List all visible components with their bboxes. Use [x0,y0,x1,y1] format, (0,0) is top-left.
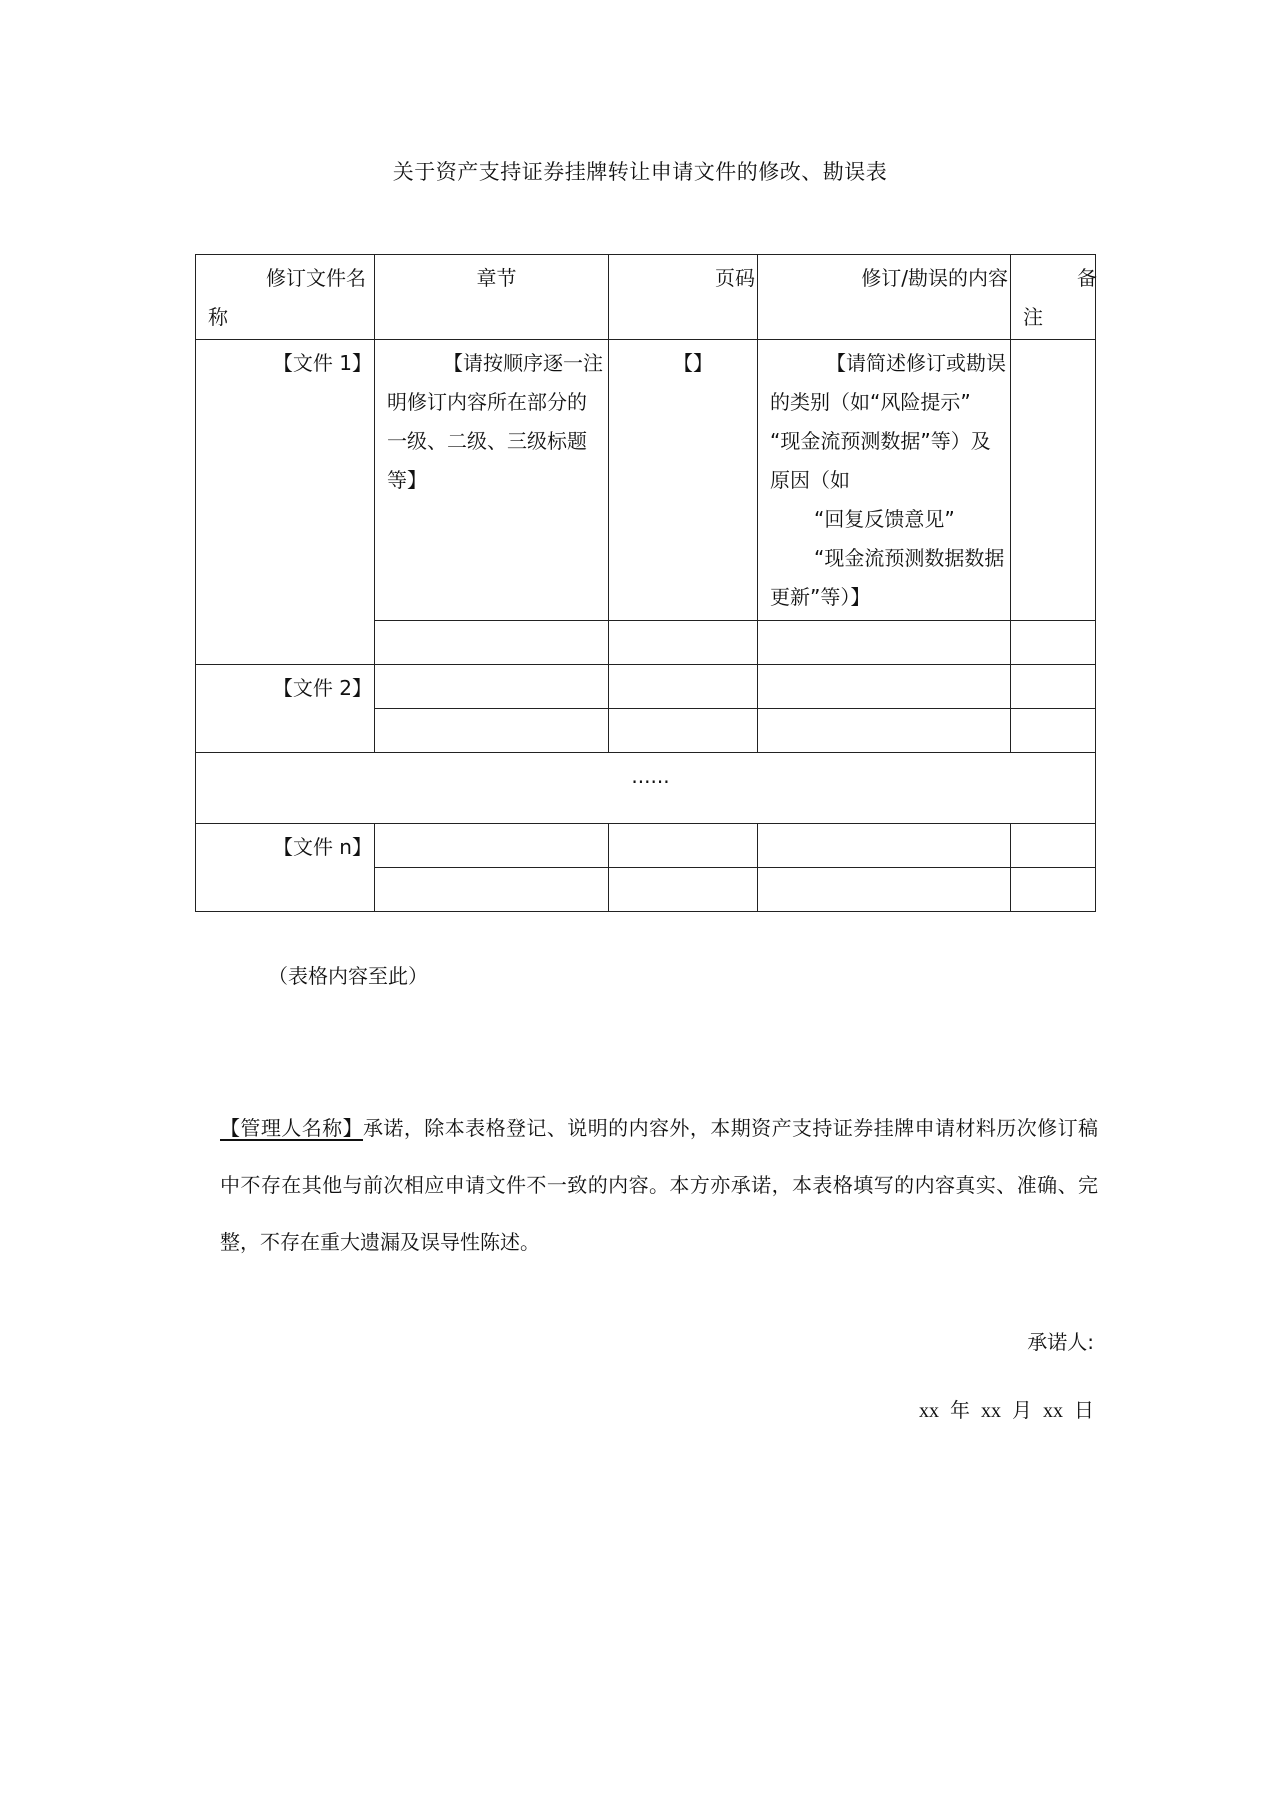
file-1-page: 【】 [609,340,758,621]
empty-cell [1011,665,1096,709]
empty-cell [609,621,758,665]
empty-cell [758,665,1011,709]
empty-cell [375,868,609,912]
date-day: xx [1043,1400,1063,1422]
header-content: 修订/勘误的内容 [758,255,1011,340]
empty-cell [609,868,758,912]
empty-cell [758,824,1011,868]
commitment-text: 承诺，除本表格登记、说明的内容外，本期资产支持证券挂牌申请材料历次修订稿中不存在其他与前次相应申请文件不一致的内容。本方亦承诺，本表格填写的内容真实、准确、完整，不存在重大遗漏及误导性陈述。 [220,1116,1098,1254]
table-row [196,665,1096,709]
header-page: 页码 [609,255,758,340]
file-1-note [1011,340,1096,621]
file-n-name: 【文件 n】 [196,824,375,912]
date-month-unit: 月 [1012,1398,1032,1422]
file-1-chapter: 【请按顺序逐一注明修订内容所在部分的一级、二级、三级标题等】 [375,340,609,621]
manager-name-placeholder: 【管理人名称】 [220,1116,363,1140]
file-1-content-line: “现金流预测数据数据更新”等）】 [770,546,1005,609]
empty-cell [375,621,609,665]
empty-cell [1011,824,1096,868]
file-2-name: 【文件 2】 [196,665,375,753]
date-day-unit: 日 [1074,1398,1094,1422]
empty-cell [758,709,1011,753]
empty-cell [1011,709,1096,753]
table-row [196,824,1096,868]
signature-date [919,1394,1094,1423]
header-file-name: 修订文件名称 [196,255,375,340]
file-1-content-line: “现金流预测数据”等）及原因（如 [770,429,991,492]
date-year-unit: 年 [950,1398,970,1422]
commitment-paragraph [220,1100,1098,1271]
empty-cell [375,824,609,868]
table-header-row [196,255,1096,340]
date-month: xx [981,1400,1001,1422]
signatory-label: 承诺人: [1027,1330,1094,1354]
file-1-content-line: “回复反馈意见” [814,507,955,531]
empty-cell [1011,621,1096,665]
empty-cell [609,824,758,868]
file-1-name: 【文件 1】 [196,340,375,665]
table-row [196,340,1096,621]
table-end-note: （表格内容至此） [268,964,428,988]
empty-cell [758,621,1011,665]
header-note: 备注 [1011,255,1096,340]
header-chapter: 章节 [375,255,609,340]
empty-cell [758,868,1011,912]
table-row [196,753,1096,824]
date-year: xx [919,1400,939,1422]
document-title: 关于资产支持证券挂牌转让申请文件的修改、勘误表 [392,160,888,184]
empty-cell [609,709,758,753]
file-1-content-line: 【请简述修订或勘误的类别（如“风险提示” [770,351,1006,414]
file-1-content [758,340,1011,621]
empty-cell [375,665,609,709]
empty-cell [375,709,609,753]
empty-cell [609,665,758,709]
ellipsis-row: ...... [196,753,1096,824]
empty-cell [1011,868,1096,912]
errata-table [195,254,1096,912]
